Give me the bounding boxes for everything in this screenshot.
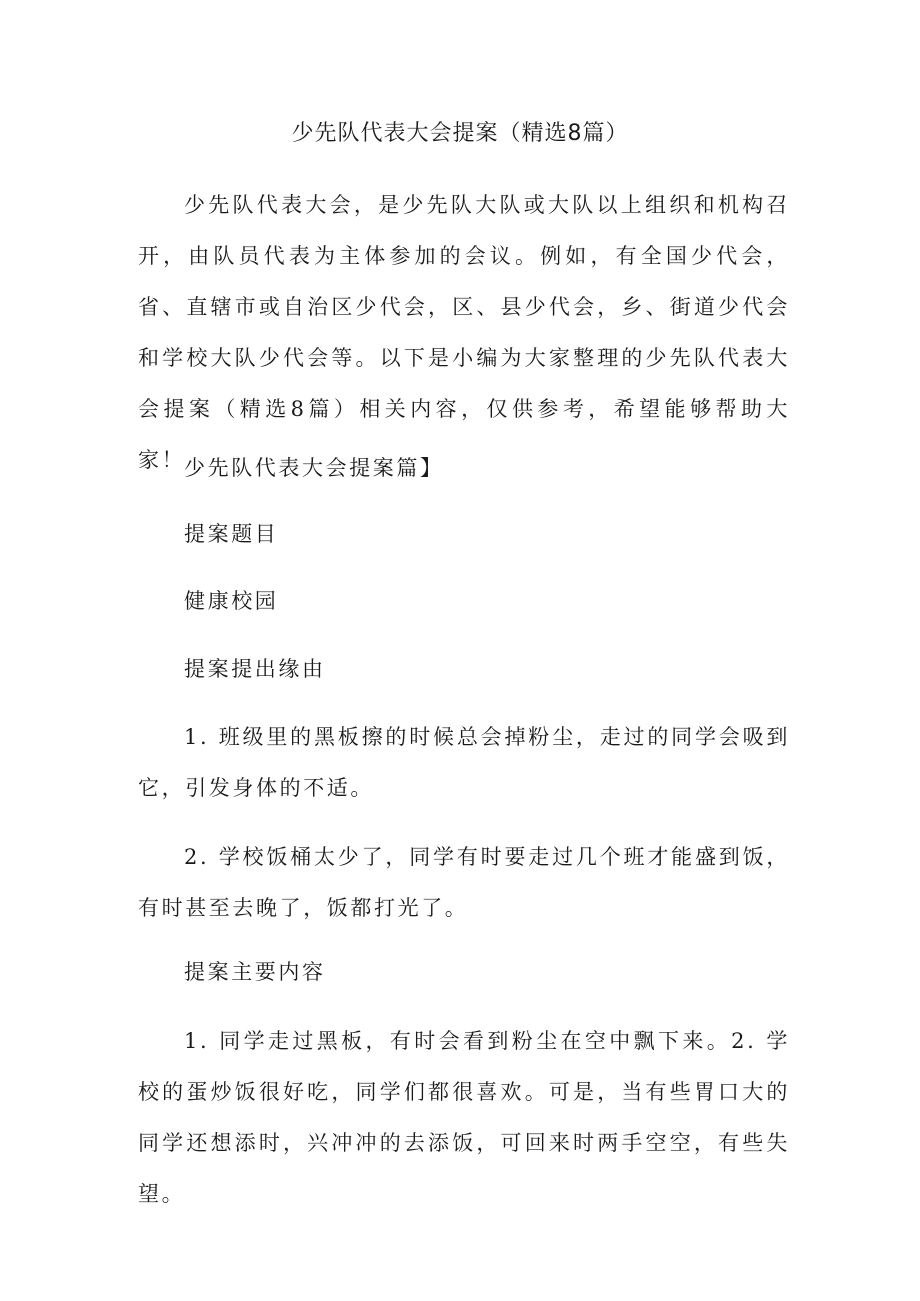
reason-label: 提案提出缘由 [184,657,326,681]
section-heading: 少先队代表大会提案篇】 [184,456,444,480]
topic-label: 提案题目 [184,522,279,546]
content-label: 提案主要内容 [184,960,326,984]
reason-item-1: 1. 班级里的黑板擦的时候总会掉粉尘，走过的同学会吸到它，引发身体的不适。 [138,725,790,800]
document-title: 少先队代表大会提案（精选8篇） [291,121,629,146]
intro-paragraph: 少先队代表大会，是少先队大队或大队以上组织和机构召开，由队员代表为主体参加的会议。例如，有全国少代会，省、直辖市或自治区少代会，区、县少代会，乡、街道少代会和学校大队少代会等。以下是小编为大家整理的少先队代表大会提案（精选8篇）相关内容，仅供参考，希望能够帮助大家！ [138,193,790,472]
content-paragraph: 1. 同学走过黑板，有时会看到粉尘在空中飘下来。2. 学校的蛋炒饭很好吃，同学们都很喜欢。可是，当有些胃口大的同学还想添时，兴冲冲的去添饭，可回来时两手空空，有些失望。 [138,1029,790,1206]
reason-item-2: 2. 学校饭桶太少了，同学有时要走过几个班才能盛到饭，有时甚至去晚了，饭都打光了。 [138,845,790,920]
topic-value: 健康校园 [184,589,279,613]
